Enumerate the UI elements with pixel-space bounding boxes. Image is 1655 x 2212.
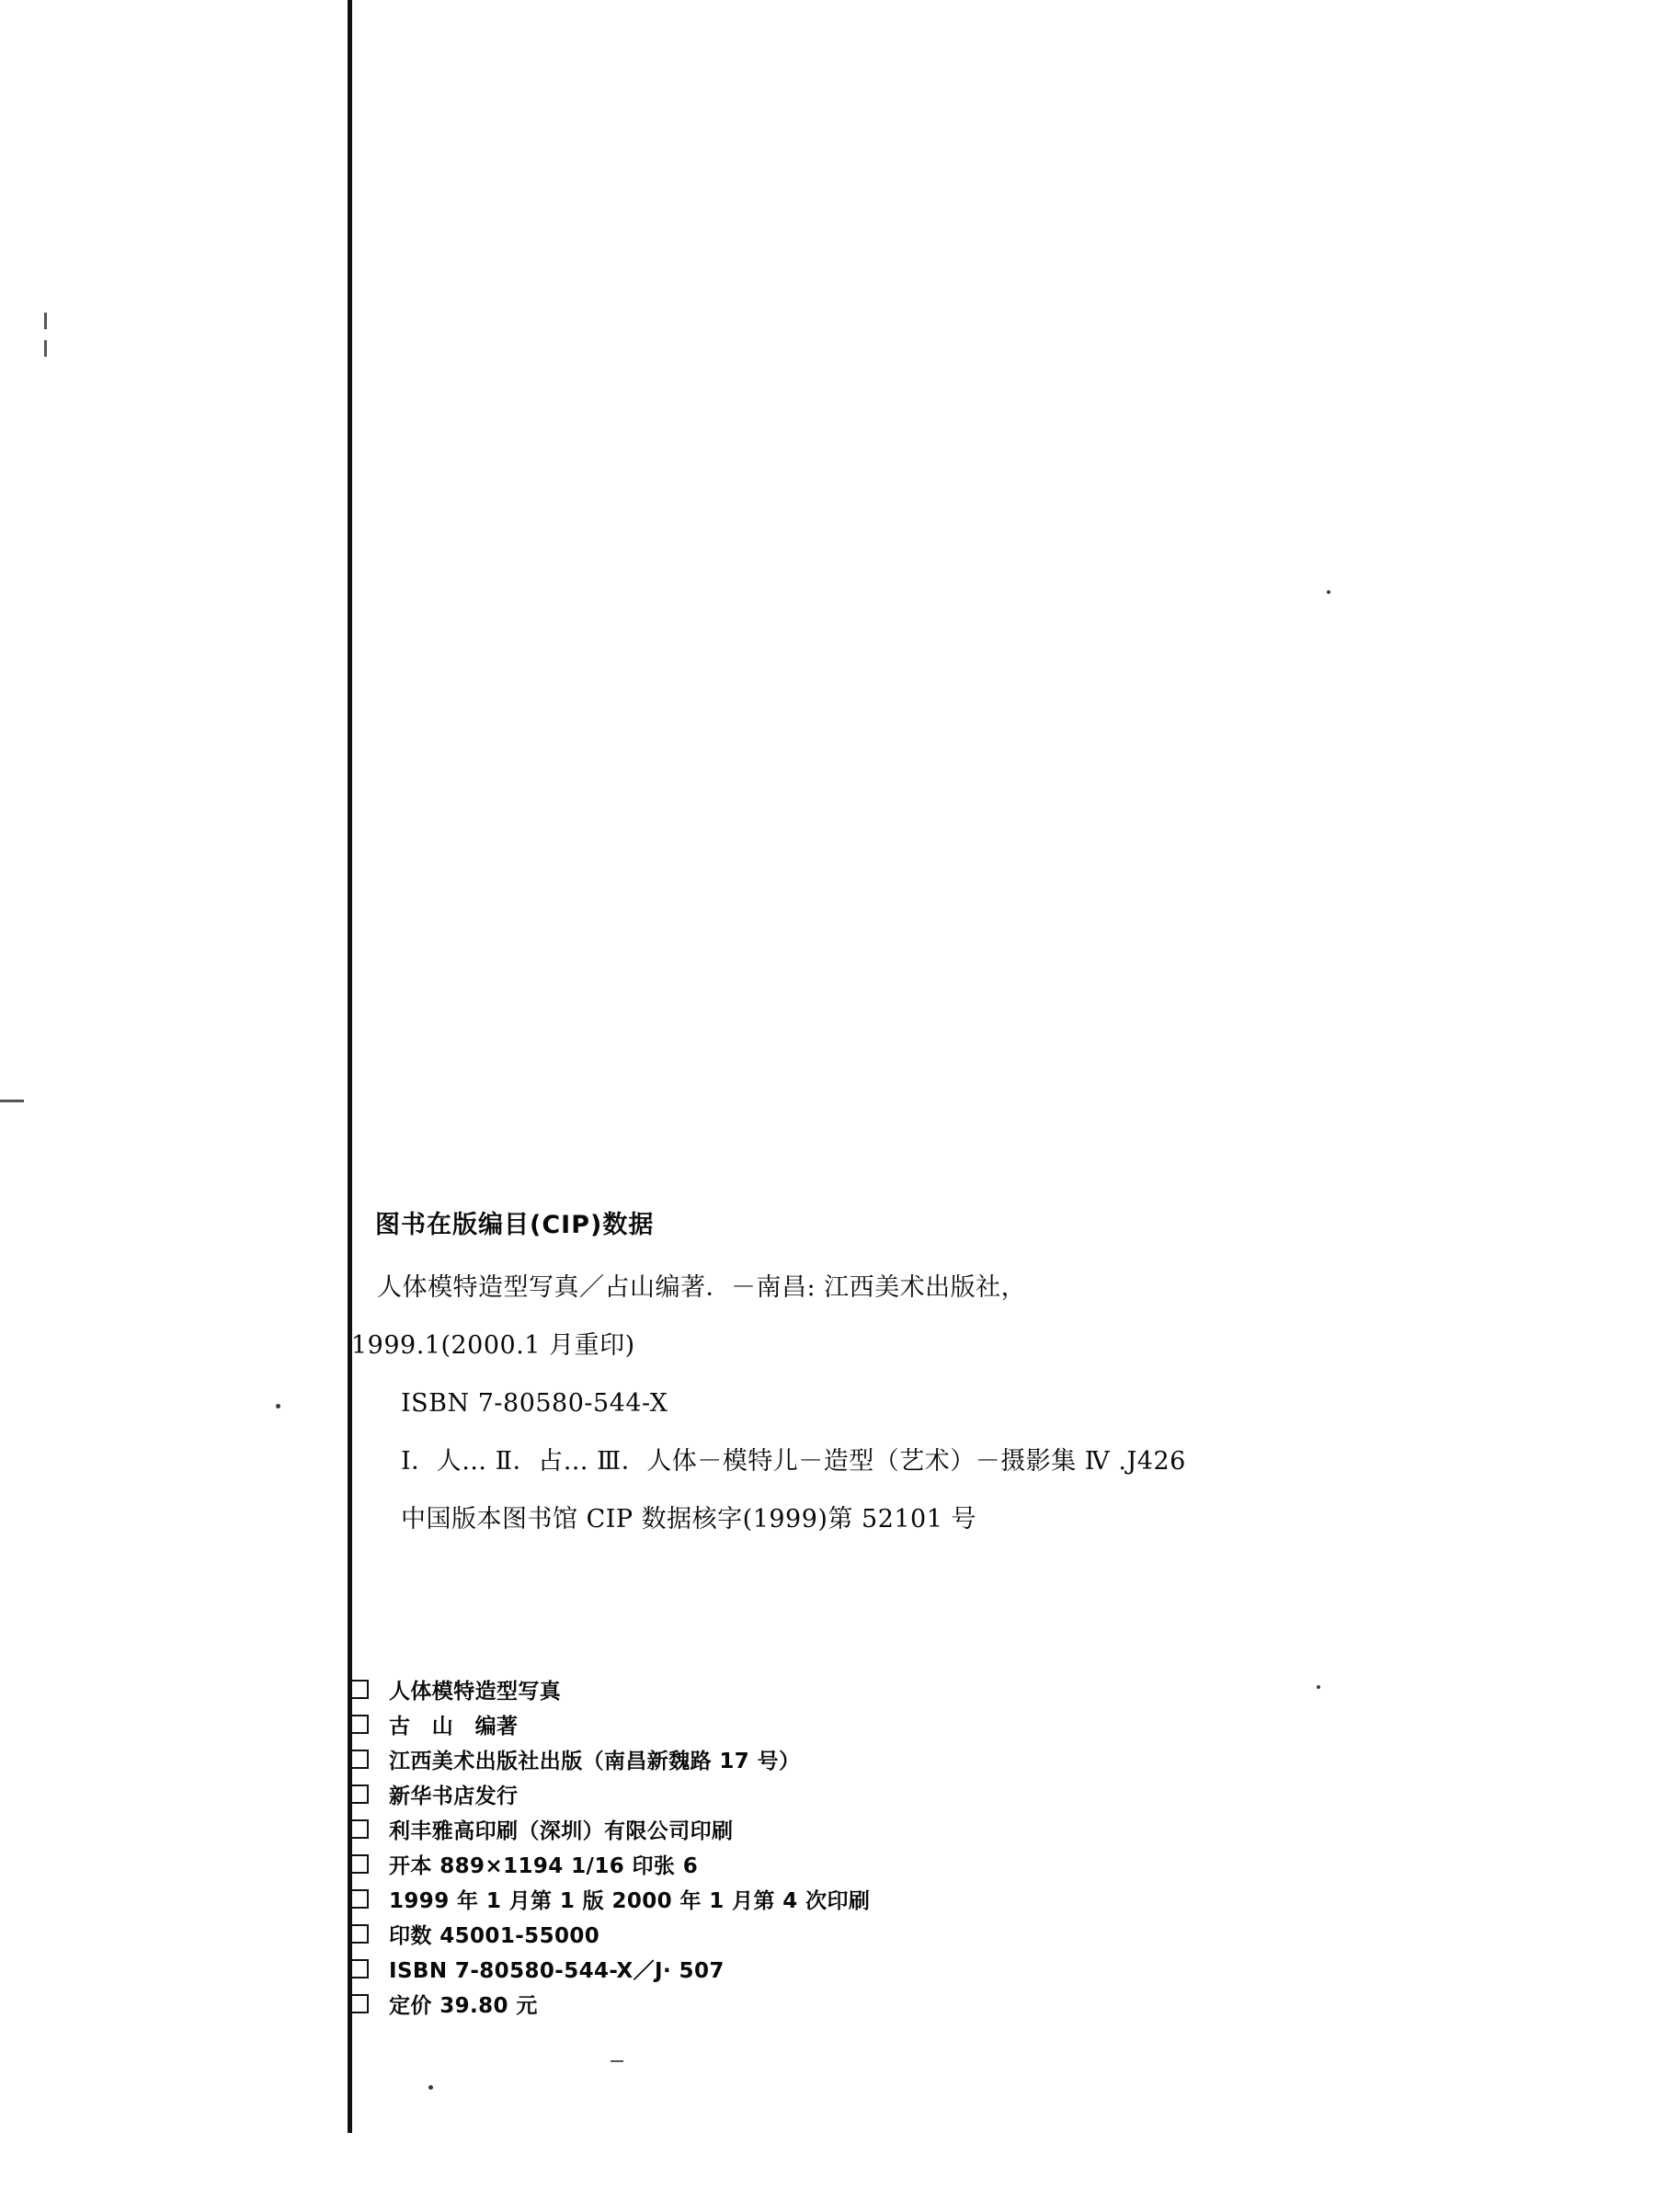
crop-mark-left-top-2 bbox=[44, 340, 47, 357]
list-item bbox=[348, 1986, 1451, 2021]
list-item bbox=[348, 1846, 1451, 1881]
square-bullet-icon bbox=[349, 1819, 369, 1839]
speck-mark-upper-right bbox=[1327, 590, 1330, 594]
speck-mark-bottom-dash bbox=[611, 2060, 623, 2062]
square-bullet-icon bbox=[349, 1715, 369, 1734]
colophon-isbn: ISBN 7-80580-544-X／J· 507 bbox=[389, 1958, 725, 1983]
colophon-print-run: 印数 45001-55000 bbox=[389, 1923, 600, 1948]
list-item bbox=[348, 1881, 1451, 1916]
speck-mark-bottom bbox=[428, 2085, 433, 2090]
square-bullet-icon bbox=[349, 1680, 369, 1699]
colophon-edition: 1999 年 1 月第 1 版 2000 年 1 月第 4 次印刷 bbox=[389, 1888, 871, 1913]
colophon-printer: 利丰雅高印刷（深圳）有限公司印刷 bbox=[389, 1819, 734, 1843]
square-bullet-icon bbox=[349, 1994, 369, 2013]
list-item bbox=[348, 1916, 1451, 1951]
list-item bbox=[348, 1741, 1451, 1776]
square-bullet-icon bbox=[349, 1959, 369, 1978]
crop-mark-left-edge bbox=[0, 1100, 24, 1102]
speck-mark-left-mid bbox=[276, 1404, 280, 1408]
crop-mark-left-top bbox=[44, 313, 47, 329]
colophon-title: 人体模特造型写真 bbox=[389, 1679, 562, 1704]
list-item bbox=[348, 1706, 1451, 1741]
cip-line-1: 人体模特造型写真／占山编著．－南昌: 江西美术出版社， bbox=[377, 1273, 1027, 1302]
square-bullet-icon bbox=[349, 1784, 369, 1804]
colophon-format: 开本 889×1194 1/16 印张 6 bbox=[389, 1853, 699, 1878]
cip-line-isbn: ISBN 7-80580-544-X bbox=[401, 1389, 668, 1418]
cip-heading: 图书在版编目(CIP)数据 bbox=[375, 1211, 655, 1239]
colophon-publisher: 江西美术出版社出版（南昌新魏路 17 号） bbox=[389, 1749, 801, 1773]
list-item bbox=[348, 1671, 1451, 1706]
cip-line-classification: Ⅰ．人… Ⅱ．占… Ⅲ．人体－模特儿－造型（艺术）－摄影集 Ⅳ .J426 bbox=[401, 1447, 1186, 1476]
colophon-price: 定价 39.80 元 bbox=[389, 1993, 538, 2018]
colophon-block bbox=[348, 1671, 1451, 2021]
colophon-author: 古 山 编著 bbox=[389, 1714, 519, 1739]
square-bullet-icon bbox=[349, 1750, 369, 1769]
square-bullet-icon bbox=[349, 1854, 369, 1874]
list-item bbox=[348, 1951, 1451, 1986]
colophon-distributor: 新华书店发行 bbox=[389, 1784, 519, 1808]
cip-block bbox=[351, 1204, 1434, 1565]
cip-line-2: 1999.1(2000.1 月重印) bbox=[351, 1331, 635, 1360]
list-item bbox=[348, 1776, 1451, 1811]
cip-line-registry: 中国版本图书馆 CIP 数据核字(1999)第 52101 号 bbox=[401, 1505, 976, 1534]
square-bullet-icon bbox=[349, 1889, 369, 1909]
list-item bbox=[348, 1811, 1451, 1846]
square-bullet-icon bbox=[349, 1924, 369, 1944]
